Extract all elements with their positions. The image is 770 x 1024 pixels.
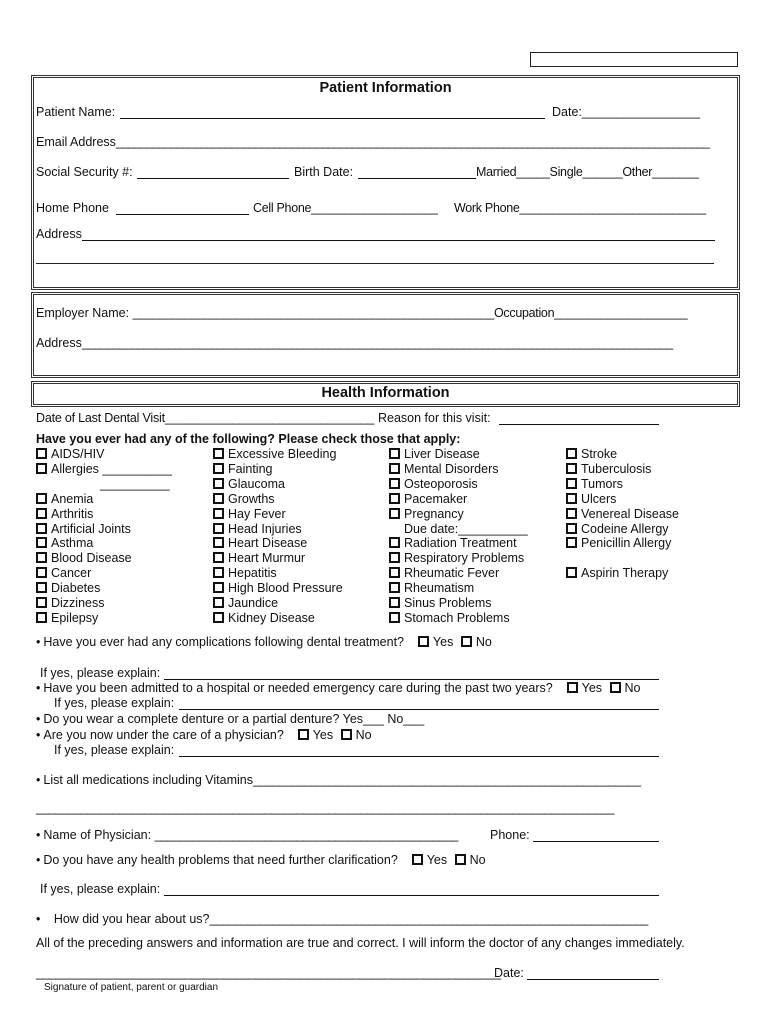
reason-for-visit-label: Reason for this visit: [378, 411, 491, 425]
occupation-label: Occupation____________________ [494, 306, 688, 320]
health-info-title: Health Information [321, 385, 450, 401]
complications-explain-field[interactable] [164, 679, 659, 680]
condition-checkbox[interactable] [389, 567, 400, 578]
condition-checkbox[interactable] [389, 478, 400, 489]
condition-checkbox[interactable] [566, 523, 577, 534]
condition-label: Allergies __________ [51, 461, 172, 476]
bullet: • [36, 912, 41, 926]
condition-label: Kidney Disease [228, 610, 315, 625]
condition-checkbox[interactable] [36, 448, 47, 459]
condition-label: Hepatitis [228, 566, 277, 581]
condition-item [213, 596, 278, 610]
condition-item [213, 566, 277, 580]
condition-label: Penicillin Allergy [581, 536, 672, 551]
condition-item [389, 566, 499, 580]
condition-checkbox[interactable] [213, 508, 224, 519]
condition-checkbox[interactable] [566, 478, 577, 489]
condition-item [36, 507, 93, 521]
condition-checkbox[interactable] [389, 537, 400, 548]
patient-address-line-2[interactable] [36, 263, 714, 264]
clarification-question: • Do you have any health problems that need further clarification? Yes No [36, 853, 486, 867]
condition-checkbox[interactable] [566, 493, 577, 504]
signature-field[interactable]: ________________________________________________________________________ [36, 966, 501, 980]
ssn-field[interactable] [137, 178, 289, 179]
condition-label: Tuberculosis [581, 461, 652, 476]
condition-checkbox[interactable] [213, 463, 224, 474]
condition-label: Sinus Problems [404, 596, 492, 610]
patient-info-title: Patient Information [319, 80, 452, 96]
condition-item [389, 462, 498, 476]
clarification-explain-field[interactable] [164, 895, 659, 896]
condition-checkbox[interactable] [36, 552, 47, 563]
condition-item [389, 596, 492, 610]
condition-checkbox[interactable] [213, 552, 224, 563]
condition-item [566, 566, 668, 580]
physician-name-label: • Name of Physician: _______________________________________________ [36, 828, 458, 842]
condition-item [213, 447, 336, 461]
condition-item [213, 507, 286, 521]
allergies-extra-line: __________ [100, 477, 170, 491]
condition-checkbox[interactable] [566, 448, 577, 459]
condition-label: Due date:__________ [404, 521, 528, 536]
hear-about-us-label: • How did you hear about us?_____________________________________________________________________ [36, 912, 648, 926]
condition-checkbox[interactable] [566, 508, 577, 519]
physician-care-question: • Are you now under the care of a physician? Yes No [36, 728, 372, 742]
condition-item [404, 522, 528, 536]
complications-explain-label: If yes, please explain: [40, 666, 161, 680]
condition-checkbox[interactable] [213, 537, 224, 548]
condition-label: Anemia [51, 491, 94, 506]
condition-item [36, 492, 93, 506]
employer-name-label: Employer Name: ________________________________________________________ [36, 306, 494, 320]
condition-label: Glaucoma [228, 476, 285, 491]
condition-checkbox[interactable] [213, 612, 224, 623]
patient-address-label: Address [36, 227, 82, 241]
condition-checkbox[interactable] [389, 508, 400, 519]
condition-label: Blood Disease [51, 551, 132, 566]
condition-label: Fainting [228, 461, 273, 476]
condition-checkbox[interactable] [213, 567, 224, 578]
condition-item [36, 536, 93, 550]
condition-item [213, 536, 307, 550]
condition-item [389, 611, 510, 625]
birth-date-field[interactable] [358, 178, 476, 179]
condition-item [566, 522, 669, 536]
condition-checkbox[interactable] [389, 448, 400, 459]
medications-field[interactable]: _____________________________________________________________ [253, 773, 641, 787]
condition-label: Dizziness [51, 596, 105, 610]
condition-checkbox[interactable] [36, 523, 47, 534]
condition-item [36, 551, 132, 565]
condition-item [213, 611, 315, 625]
hospital-question: • Have you been admitted to a hospital or needed emergency care during the past two years? Yes No [36, 681, 641, 695]
condition-label: Head Injuries [228, 521, 302, 536]
condition-item [213, 492, 275, 506]
condition-item [566, 447, 617, 461]
bullet: • [36, 681, 41, 695]
signature-date-field[interactable] [527, 979, 659, 980]
conditions-question: Have you ever had any of the following? Please check those that apply: [36, 432, 461, 446]
work-phone-label: Work Phone____________________________ [454, 201, 706, 215]
condition-item [36, 596, 105, 610]
physician-phone-field[interactable] [533, 841, 659, 842]
last-dental-visit-label: Date of Last Dental Visit_______________________________ [36, 411, 375, 425]
condition-label: Hay Fever [228, 506, 286, 521]
condition-label: Diabetes [51, 581, 101, 596]
home-phone-field[interactable] [116, 214, 249, 215]
condition-checkbox[interactable] [36, 463, 47, 474]
condition-item [389, 551, 524, 565]
condition-checkbox[interactable] [36, 537, 47, 548]
condition-item [389, 447, 480, 461]
affirmation-statement: All of the preceding answers and information are true and correct. I will inform the doctor of any changes immediately. [36, 936, 685, 950]
medications-label: • List all medications including Vitamins_____________________________________________________________ [36, 773, 641, 787]
condition-item [36, 522, 131, 536]
condition-checkbox[interactable] [36, 508, 47, 519]
condition-label: Ulcers [581, 491, 617, 506]
condition-item [389, 507, 464, 521]
condition-label: Excessive Bleeding [228, 447, 337, 461]
patient-address-field[interactable] [82, 240, 715, 241]
condition-checkbox[interactable] [566, 567, 577, 578]
bullet: • [36, 853, 41, 867]
signature-date-label: Date: [494, 966, 524, 980]
signature-caption: Signature of patient, parent or guardian [44, 982, 219, 993]
denture-question: • Do you wear a complete denture or a partial denture? Yes___ No___ [36, 712, 425, 726]
condition-label: Rheumatism [404, 581, 475, 596]
reason-for-visit-field[interactable] [499, 424, 659, 425]
physician-explain-field[interactable] [179, 756, 659, 757]
condition-label: Rheumatic Fever [404, 566, 500, 581]
condition-checkbox[interactable] [36, 597, 47, 608]
hospital-yes-checkbox[interactable] [567, 682, 578, 693]
hospital-explain-field[interactable] [179, 709, 659, 710]
condition-label: Cancer [51, 566, 92, 581]
hear-about-us-field[interactable]: _____________________________________________________________________ [209, 912, 648, 926]
condition-label: Respiratory Problems [404, 551, 525, 566]
condition-checkbox[interactable] [389, 597, 400, 608]
condition-label: Stomach Problems [404, 610, 510, 625]
date-label: Date:_________________ [552, 105, 701, 119]
condition-checkbox[interactable] [213, 582, 224, 593]
condition-label: AIDS/HIV [51, 447, 105, 461]
physician-yes-checkbox[interactable] [298, 729, 309, 740]
condition-item [213, 462, 272, 476]
ssn-label: Social Security #: [36, 165, 133, 179]
patient-name-field[interactable] [120, 118, 545, 119]
condition-item [36, 566, 91, 580]
home-phone-label: Home Phone [36, 201, 109, 215]
hospital-explain-label: If yes, please explain: [54, 696, 175, 710]
employer-address-label: Address________________________________________________________________________________________________ [36, 336, 673, 350]
condition-checkbox[interactable] [36, 567, 47, 578]
condition-label: Aspirin Therapy [581, 566, 669, 581]
condition-label: Pacemaker [404, 491, 468, 506]
condition-label: Arthritis [51, 506, 94, 521]
condition-item [389, 536, 517, 550]
marital-status-label: Married_____Single______Other_______ [476, 165, 699, 179]
bullet: • [36, 828, 41, 842]
condition-checkbox[interactable] [36, 493, 47, 504]
condition-checkbox[interactable] [213, 478, 224, 489]
condition-checkbox[interactable] [213, 493, 224, 504]
medications-line-2[interactable]: ___________________________________________________________________________________________ [36, 801, 615, 815]
clarification-explain-label: If yes, please explain: [40, 882, 161, 896]
condition-label: Tumors [581, 476, 623, 491]
hospital-no-checkbox[interactable] [610, 682, 621, 693]
condition-item [389, 477, 478, 491]
bullet: • [36, 728, 41, 742]
complications-yes-checkbox[interactable] [418, 636, 429, 647]
email-label: Email Address__________________________________________________________________________________________________ [36, 135, 709, 149]
physician-no-checkbox[interactable] [341, 729, 352, 740]
condition-label: Mental Disorders [404, 461, 499, 476]
condition-checkbox[interactable] [389, 582, 400, 593]
condition-item [566, 507, 679, 521]
condition-item [36, 462, 172, 476]
condition-label: Heart Disease [228, 536, 308, 551]
condition-label: Growths [228, 491, 275, 506]
physician-name-field[interactable]: _______________________________________________ [154, 828, 458, 842]
condition-item [566, 536, 671, 550]
condition-checkbox[interactable] [213, 523, 224, 534]
condition-checkbox[interactable] [213, 597, 224, 608]
condition-item [213, 477, 285, 491]
condition-label: Artificial Joints [51, 521, 131, 536]
physician-explain-label: If yes, please explain: [54, 743, 175, 757]
birth-date-label: Birth Date: [294, 165, 354, 179]
condition-checkbox[interactable] [36, 612, 47, 623]
condition-label: Liver Disease [404, 447, 480, 461]
condition-item [566, 477, 623, 491]
physician-phone-label: Phone: [490, 828, 530, 842]
condition-checkbox[interactable] [389, 493, 400, 504]
clarification-no-checkbox[interactable] [455, 854, 466, 865]
employer-section [31, 292, 740, 378]
condition-item [36, 581, 100, 595]
condition-item [389, 581, 474, 595]
condition-label: Codeine Allergy [581, 521, 669, 536]
condition-label: Venereal Disease [581, 506, 679, 521]
office-use-box [530, 52, 738, 67]
condition-item [566, 492, 616, 506]
condition-label: Epilepsy [51, 610, 99, 625]
condition-label: Stroke [581, 447, 618, 461]
bullet: • [36, 773, 41, 787]
condition-label: Radiation Treatment [404, 536, 517, 551]
condition-checkbox[interactable] [566, 537, 577, 548]
bullet: • [36, 635, 41, 649]
condition-label: High Blood Pressure [228, 581, 343, 596]
condition-label: Pregnancy [404, 506, 464, 521]
condition-label: Jaundice [228, 596, 279, 610]
condition-item [213, 522, 302, 536]
condition-item [566, 462, 651, 476]
condition-checkbox[interactable] [566, 463, 577, 474]
condition-item [213, 581, 343, 595]
complications-no-checkbox[interactable] [461, 636, 472, 647]
complications-question: • Have you ever had any complications following dental treatment? Yes No [36, 635, 492, 649]
condition-label: Asthma [51, 536, 94, 551]
patient-name-label: Patient Name: [36, 105, 116, 119]
condition-checkbox[interactable] [389, 463, 400, 474]
bullet: • [36, 712, 41, 726]
condition-checkbox[interactable] [213, 448, 224, 459]
clarification-yes-checkbox[interactable] [412, 854, 423, 865]
condition-checkbox[interactable] [36, 582, 47, 593]
condition-checkbox[interactable] [389, 552, 400, 563]
condition-label: Osteoporosis [404, 476, 478, 491]
condition-checkbox[interactable] [389, 612, 400, 623]
condition-label: Heart Murmur [228, 551, 306, 566]
condition-item [213, 551, 305, 565]
condition-item [36, 447, 105, 461]
condition-item [36, 611, 98, 625]
condition-item [389, 492, 467, 506]
cell-phone-label: Cell Phone___________________ [253, 201, 438, 215]
